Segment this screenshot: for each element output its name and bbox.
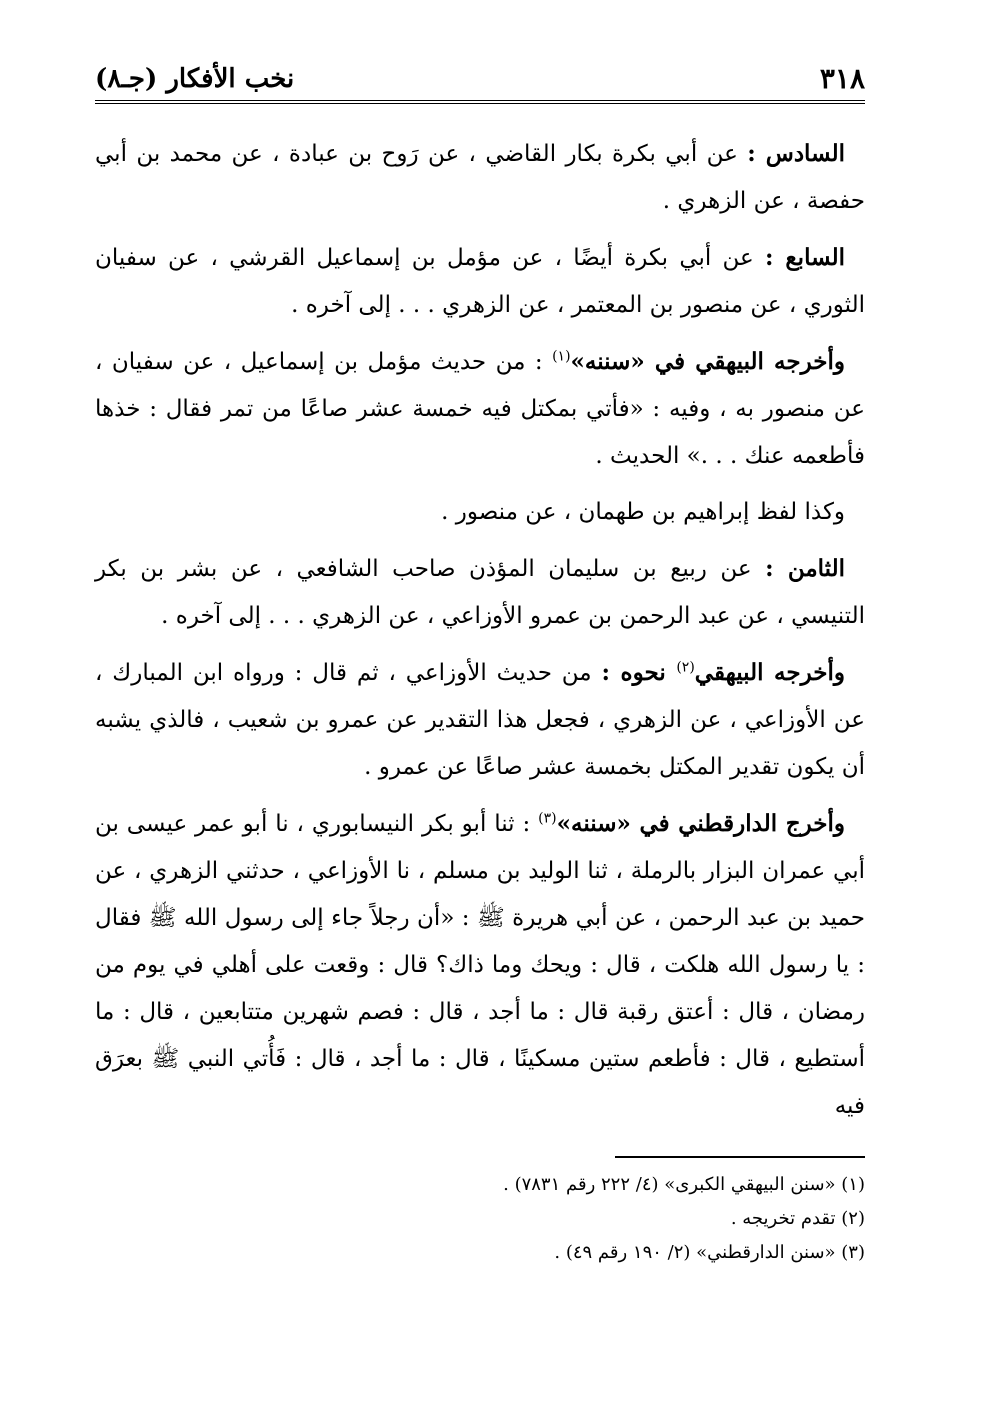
paragraph-seventh <box>95 234 865 329</box>
footnote-1: (١) «سنن البيهقي الكبرى» (٤/ ٢٢٢ رقم ٧٨٣١) . <box>503 1174 865 1195</box>
footnote-2: (٢) تقدم تخريجه . <box>730 1208 865 1229</box>
paragraph-text: عن أبي بكرة أيضًا ، عن مؤمل بن إسماعيل القرشي ، عن سفيان الثوري ، عن منصور بن المعتمر ، عن الزهري . . . إلى آخره . <box>95 245 865 318</box>
paragraph-bayhaqi-sunan <box>95 338 865 480</box>
paragraph-text: عن أبي بكرة بكار القاضي ، عن رَوح بن عبادة ، عن محمد بن أبي حفصة ، عن الزهري . <box>95 141 865 214</box>
paragraph-lead: وأخرجه البيهقي <box>694 659 845 686</box>
page-header <box>95 60 865 104</box>
paragraph-text: : من حديث مؤمل بن إسماعيل ، عن سفيان ، عن منصور به ، وفيه : «فأتي بمكتل فيه خمسة عشر صاعًا من تمر فقال : خذها فأطعمه عنك . . .» الحديث . <box>95 349 865 469</box>
page <box>95 60 865 1270</box>
paragraph-lead: وأخرجه البيهقي في «سننه» <box>570 348 846 375</box>
main-text <box>95 130 865 1130</box>
paragraph-ibrahim <box>95 489 865 536</box>
paragraph-text: من حديث الأوزاعي ، ثم قال : ورواه ابن المبارك ، عن الأوزاعي ، عن الزهري ، فجعل هذا التقدير عن عمرو بن شعيب ، فالذي يشبه أن يكون تقدير المكتل بخمسة عشر صاعًا عن عمرو . <box>95 660 865 780</box>
footnote-ref-2[interactable]: (٢) <box>676 659 695 676</box>
footnote-ref-1[interactable]: (١) <box>552 348 571 365</box>
paragraph-eighth <box>95 545 865 640</box>
paragraph-sixth <box>95 130 865 225</box>
footnote-divider <box>615 1156 865 1158</box>
footnote-ref-3[interactable]: (٣) <box>538 810 557 827</box>
paragraph-text: عن ربيع بن سليمان المؤذن صاحب الشافعي ، عن بشر بن بكر التنيسي ، عن عبد الرحمن بن عمرو الأوزاعي ، عن الزهري . . . إلى آخره . <box>95 556 865 629</box>
paragraph-bayhaqi-similar <box>95 649 865 791</box>
paragraph-lead: وأخرج الدارقطني في «سننه» <box>556 810 845 837</box>
paragraph-daraqutni <box>95 800 865 1130</box>
paragraph-text: وكذا لفظ إبراهيم بن طهمان ، عن منصور . <box>441 499 845 525</box>
paragraph-lead: السادس : <box>747 140 845 167</box>
book-title: نخب الأفكار (جـ٨) <box>95 64 295 94</box>
paragraph-lead-secondary: نحوه : <box>601 659 677 686</box>
paragraph-lead: الثامن : <box>765 555 845 582</box>
page-number: ٣١٨ <box>819 62 865 95</box>
paragraph-lead: السابع : <box>765 244 845 271</box>
footnote-3: (٣) «سنن الدارقطني» (٢/ ١٩٠ رقم ٤٩) . <box>554 1242 865 1263</box>
paragraph-text: : ثنا أبو بكر النيسابوري ، نا أبو عمر عيسى بن أبي عمران البزار بالرملة ، ثنا الوليد بن مسلم ، نا الأوزاعي ، حدثني الزهري ، عن حميد بن عبد الرحمن ، عن أبي هريرة ﷺ : «أن رجلاً جاء إلى رسول الله ﷺ فقال : يا رسول الله هلكت ، قال : ويحك وما ذاك؟ قال : وقعت على أهلي في يوم من رمضان ، قال : أعتق رقبة قال : ما أجد ، قال : فصم شهرين متتابعين ، قال : ما أستطيع ، قال : فأطعم ستين مسكينًا ، قال : ما أجد ، قال : فَأُتي النبي ﷺ بعرَق فيه <box>95 811 865 1119</box>
footnotes <box>95 1168 865 1270</box>
